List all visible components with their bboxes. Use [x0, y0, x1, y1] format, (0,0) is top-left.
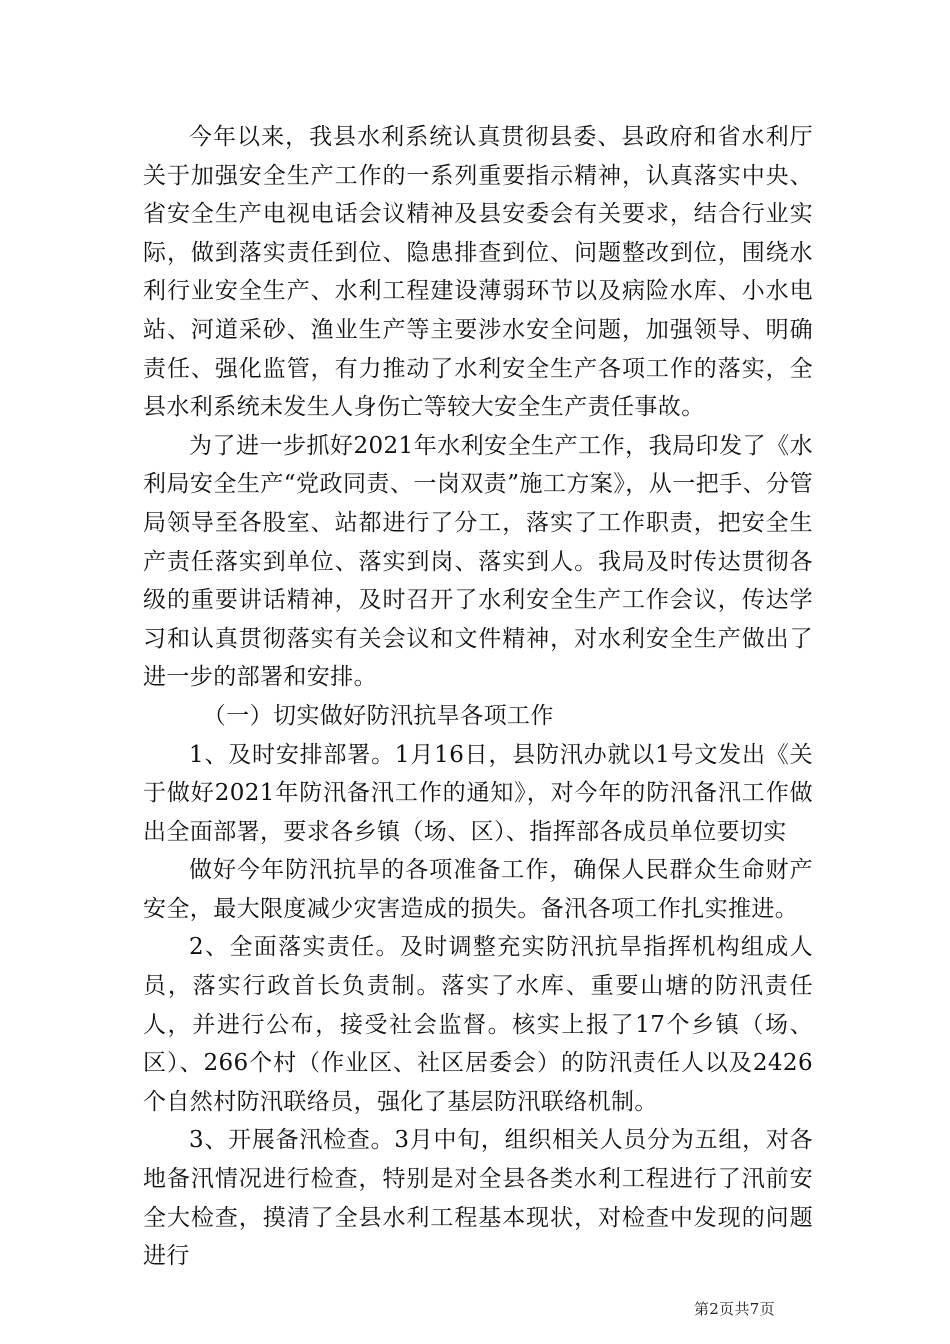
paragraph-item-1-continued: 做好今年防汛抗旱的各项准备工作，确保人民群众生命财产安全，最大限度减少灾害造成的损失。备汛各项工作扎实推进。 [143, 857, 813, 922]
page-number-footer: 第2页共7页 [694, 1300, 775, 1318]
paragraph-item-2: 2、全面落实责任。及时调整充实防汛抗旱指挥机构组成人员，落实行政首长负责制。落实了水库、重要山塘的防汛责任人，并进行公布，接受社会监督。核实上报了17个乡镇（场、区）、266个村（作业区、社区居委会）的防汛责任人以及2426个自然村防汛联络员，强化了基层防汛联络机制。 [143, 934, 813, 1115]
document-body [143, 118, 813, 1276]
section-heading: （一）切实做好防汛抗旱各项工作 [202, 702, 554, 729]
paragraph-intro: 今年以来，我县水利系统认真贯彻县委、县政府和省水利厅关于加强安全生产工作的一系列重要指示精神，认真落实中央、省安全生产电视电话会议精神及县安委会有关要求，结合行业实际，做到落实责任到位、隐患排查到位、问题整改到位，围绕水利行业安全生产、水利工程建设薄弱环节以及病险水库、小水电站、河道采砂、渔业生产等主要涉水安全问题，加强领导、明确责任、强化监管，有力推动了水利安全生产各项工作的落实，全县水利系统未发生人身伤亡等较大安全生产责任事故。 [143, 124, 813, 421]
paragraph-item-3: 3、开展备汛检查。3月中旬，组织相关人员分为五组，对各地备汛情况进行检查，特别是对全县各类水利工程进行了汛前安全大检查，摸清了全县水利工程基本现状，对检查中发现的问题进行 [143, 1127, 813, 1270]
paragraph-plan: 为了进一步抓好2021年水利安全生产工作，我局印发了《水利局安全生产“党政同责、一岗双责”施工方案》，从一把手、分管局领导至各股室、站都进行了分工，落实了工作职责，把安全生产责任落实到单位、落实到岗、落实到人。我局及时传达贯彻各级的重要讲话精神，及时召开了水利安全生产工作会议，传达学习和认真贯彻落实有关会议和文件精神，对水利安全生产做出了进一步的部署和安排。 [143, 432, 813, 691]
paragraph-item-1: 1、及时安排部署。1月16日，县防汛办就以1号文发出《关于做好2021年防汛备汛工作的通知》，对今年的防汛备汛工作做出全面部署，要求各乡镇（场、区）、指挥部各成员单位要切实 [143, 741, 813, 845]
